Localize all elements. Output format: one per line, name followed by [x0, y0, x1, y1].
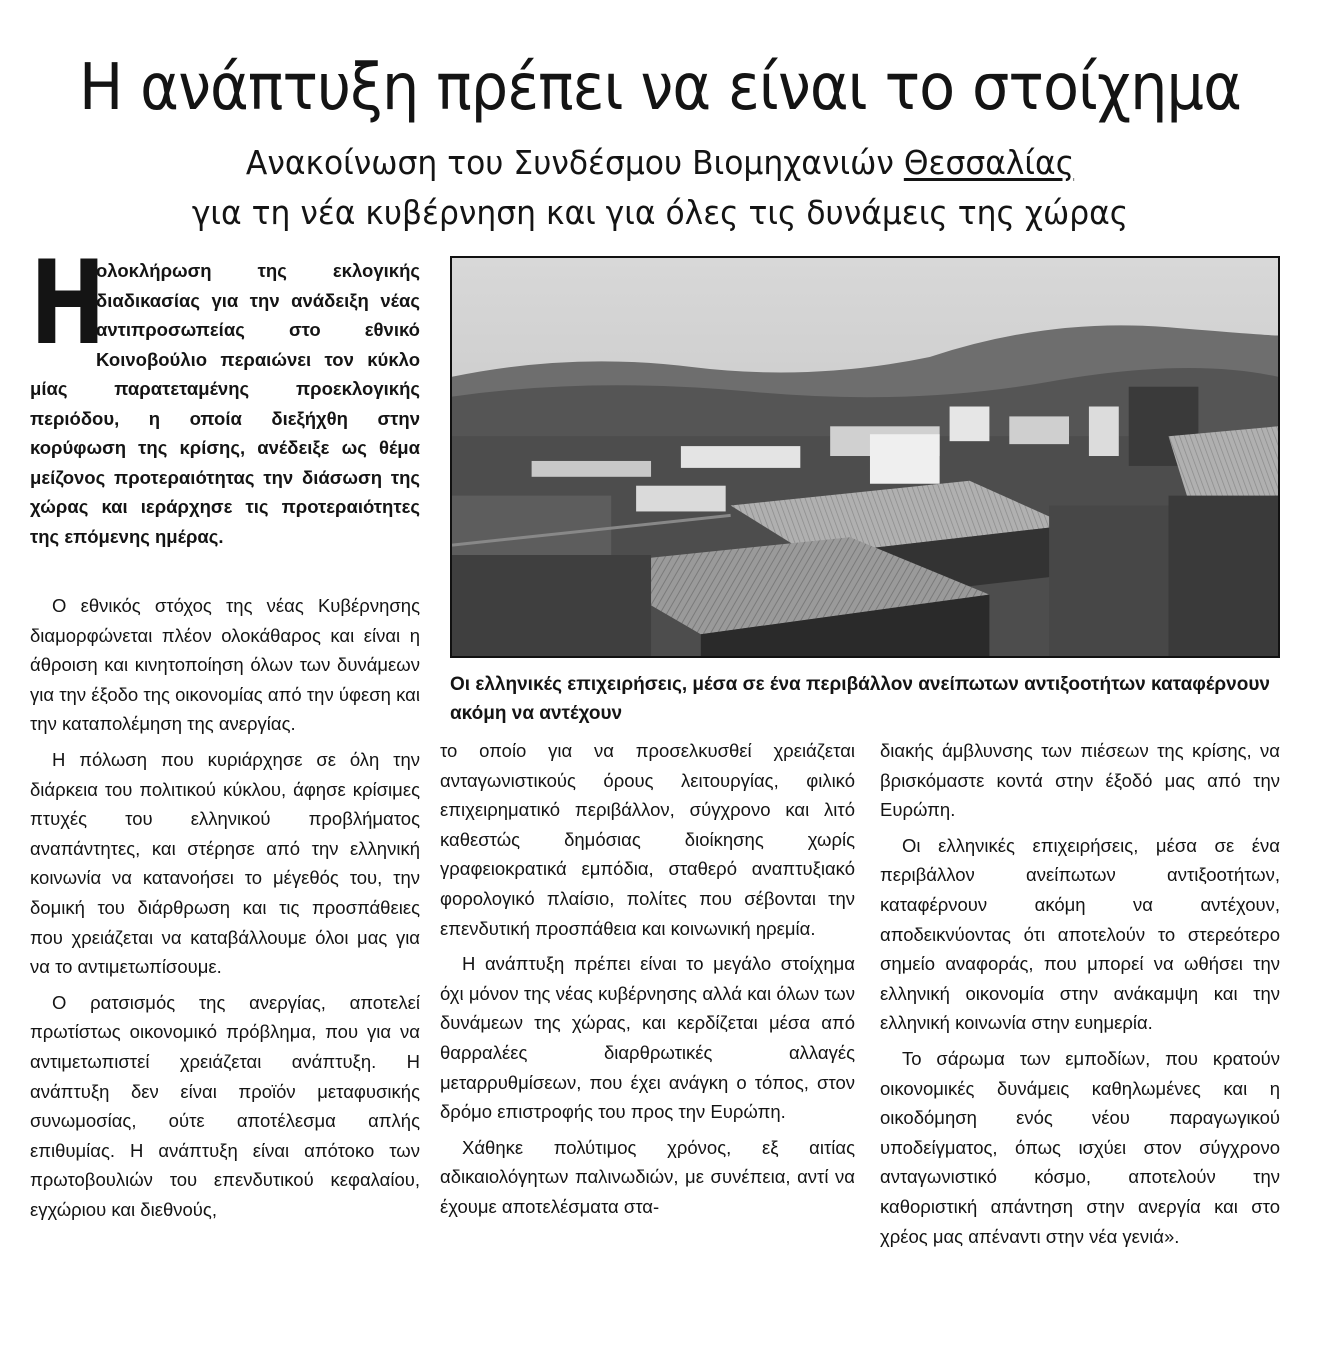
paragraph: Το σάρωμα των εμποδίων, που κρατούν οικονομικές δυνάμεις καθηλωμένες και η οικοδόμηση ενός νέου παραγωγικού υποδείγματος, όπως ισχύει στον σύγχρονο ανταγωνιστικό κόσμο, αποτελούν την καθοριστική απάντηση στην ανεργία και στο χρέος μας απέναντι στην νέα γενιά». — [880, 1047, 1280, 1247]
article-column-3 — [880, 736, 1280, 1251]
lead-text: ολοκλήρωση της εκλογικής διαδικασίας για την ανάδειξη νέας αντιπροσωπείας στο εθνικό Κοινοβούλιο περαιώνει τον κύκλο μίας παρατεταμένης προεκλογικής περιόδου, η οποία διεξήχθη στην κορύφωση της κρίσης, ανέδειξε ως θέμα μείζονος προτεραιότητας την διάσωση της χώρας και ιεράρχησε τις προτεραιότητες της επόμενης ημέρας. — [30, 260, 420, 547]
paragraph: Ο ρατσισμός της ανεργίας, αποτελεί πρωτίστως οικονομικό πρόβλημα, που για να αντιμετωπιστεί χρειάζεται ανάπτυξη. Η ανάπτυξη δεν είναι προϊόν μεταφυσικής συνωμοσίας, ούτε αποτέλεσμα απλής επιθυμίας. Η ανάπτυξη είναι απότοκο των πρωτοβουλιών του επενδυτικού κεφαλαίου, εγχώριου και διεθνούς, — [30, 991, 420, 1220]
headline: Η ανάπτυξη πρέπει να είναι το στοίχημα — [79, 51, 1241, 125]
subtitle-line-2: για τη νέα κυβέρνηση και για όλες τις δυνάμεις της χώρας — [191, 193, 1129, 232]
photo-illustration — [452, 258, 1278, 656]
paragraph: διακής άμβλυνσης των πιέσεων της κρίσης, να βρισκόμαστε κοντά στην έξοδό μας από την Ευρώπη. — [880, 740, 1280, 821]
paragraph: Η πόλωση που κυριάρχησε σε όλη την διάρκεια του πολιτικού κύκλου, άφησε κρίσιμες πτυχές του ελληνικού προβλήματος αναπάντητες, και στέρησε από την ελληνική κοινωνία να κατανοήσει το μέγεθός του, την δομική του διάρθρωση και τις προσπάθειες που χρειάζεται να καταβάλλουμε όλοι μας για να το αντιμετωπίσουμε. — [30, 748, 420, 978]
paragraph: το οποίο για να προσελκυσθεί χρειάζεται ανταγωνιστικούς όρους λειτουργίας, φιλικό επιχειρηματικό περιβάλλον, σύγχρονο και λιτό καθεστώς δημόσιας διοίκησης χωρίς γραφειοκρατικά εμπόδια, σταθερό αναπτυξιακό φορολογικό πλαίσιο, πολίτες που σέβονται την επενδυτική προσπάθεια και κοινωνική ηρεμία. — [440, 740, 855, 939]
article-column-1 — [30, 591, 420, 1224]
paragraph: Ο εθνικός στόχος της νέας Κυβέρνησης διαμορφώνεται πλέον ολοκάθαρος και είναι η άθροιση και κινητοποίηση όλων των δυνάμεων για την έξοδο της οικονομίας από την ύφεση και την καταπολέμηση της ανεργίας. — [30, 595, 420, 735]
paragraph: Οι ελληνικές επιχειρήσεις, μέσα σε ένα περιβάλλον ανείπωτων αντιξοοτήτων, καταφέρνουν ακόμη να αντέχουν, αποδεικνύοντας ότι αποτελούν το στερεότερο σημείο αναφοράς, που μπορεί να ωθήσει την ελληνική οικονομία στην ανάκαμψη και την ελληνική κοινωνία στην ευημερία. — [880, 834, 1280, 1034]
paragraph: Χάθηκε πολύτιμος χρόνος, εξ αιτίας αδικαιολόγητων παλινωδιών, με συνέπεια, αντί να έχουμε αποτελέσματα στα- — [440, 1136, 855, 1217]
subtitle-underlined-region: Θεσσαλίας — [903, 143, 1075, 182]
industrial-area-photo — [450, 256, 1280, 658]
paragraph: Η ανάπτυξη πρέπει είναι το μεγάλο στοίχημα όχι μόνον της νέας κυβέρνησης αλλά και όλων των δυνάμεων της χώρας, και κερδίζεται μέσα από θαρραλέες διαρθρωτικές αλλαγές μεταρρυθμίσεων, που έχει ανάγκη ο τόπος, στον δρόμο επιστροφής του προς την Ευρώπη. — [440, 953, 855, 1123]
article-column-2 — [440, 736, 855, 1222]
drop-cap: Η — [30, 236, 106, 371]
photo-caption: Οι ελληνικές επιχειρήσεις, μέσα σε ένα περιβάλλον ανείπωτων αντιξοοτήτων καταφέρνουν ακόμη να αντέχουν — [450, 674, 1270, 724]
lead-paragraph — [30, 236, 420, 551]
subtitle-text: Ανακοίνωση του Συνδέσμου Βιομηχανιών — [245, 143, 904, 182]
subtitle-line-1 — [33, 140, 1287, 186]
